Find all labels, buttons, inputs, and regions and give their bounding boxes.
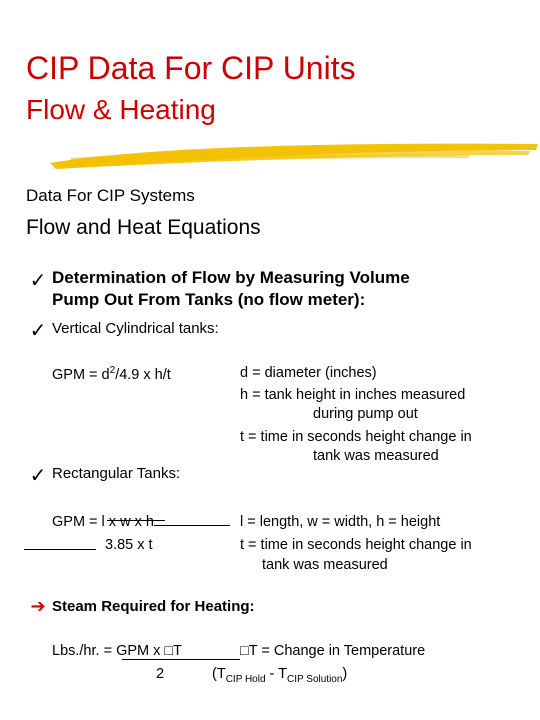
formula-prefix: GPM = d [52,366,110,383]
page-title: CIP Data For CIP Units [26,50,356,86]
def-temperature-difference [212,666,347,685]
brush-stroke-decoration [50,138,540,178]
bullet-text-line1: Determination of Flow by Measuring Volume [52,268,410,287]
subscript-cip-solution: CIP Solution [287,673,343,685]
fraction-bar [154,525,230,526]
rect-formula-denominator: 3.85 x t [105,537,153,553]
def-time-line1: t = time in seconds height change in [240,429,472,445]
section-subheading: Flow and Heat Equations [26,216,261,239]
def-delta-t: □T = Change in Temperature [240,643,426,659]
def-dimensions: l = length, w = width, h = height [240,514,441,530]
steam-formula-numerator: Lbs./hr. = GPM x □T [52,643,183,659]
bullet-text: Steam Required for Heating: [52,598,255,615]
bullet-text-line2: Pump Out From Tanks (no flow meter): [52,290,366,309]
page-subtitle: Flow & Heating [26,94,216,125]
paren-open: (T [212,666,226,682]
section-heading: Data For CIP Systems [26,186,195,205]
def-height-line2: during pump out [313,406,418,422]
bullet-text: Vertical Cylindrical tanks: [52,320,219,337]
check-icon: ✓ [29,465,47,487]
check-icon: ✓ [29,270,47,292]
fraction-bar-left [24,549,96,550]
def-diameter: d = diameter (inches) [240,365,377,381]
def-time-line2: tank was measured [262,557,388,573]
rect-formula-top: GPM = l x w x h [52,514,154,530]
arrow-right-icon: ➔ [30,596,46,616]
fraction-bar [122,659,240,660]
formula-suffix: /4.9 x h/t [115,366,171,383]
steam-formula-denominator: 2 [156,666,165,682]
def-time-line2: tank was measured [313,448,439,464]
check-icon: ✓ [29,320,47,342]
fraction-bar-underline [107,520,165,521]
rect-formula-numerator [52,514,230,530]
def-height-line1: h = tank height in inches measured [240,387,466,403]
subscript-cip-hold: CIP Hold [225,673,266,685]
vertical-formula [52,365,171,383]
minus-t: - T [265,666,288,682]
paren-close: ) [342,666,348,682]
bullet-text: Rectangular Tanks: [52,465,181,482]
formula-exponent: 2 [109,365,116,376]
def-time-line1: t = time in seconds height change in [240,537,472,553]
